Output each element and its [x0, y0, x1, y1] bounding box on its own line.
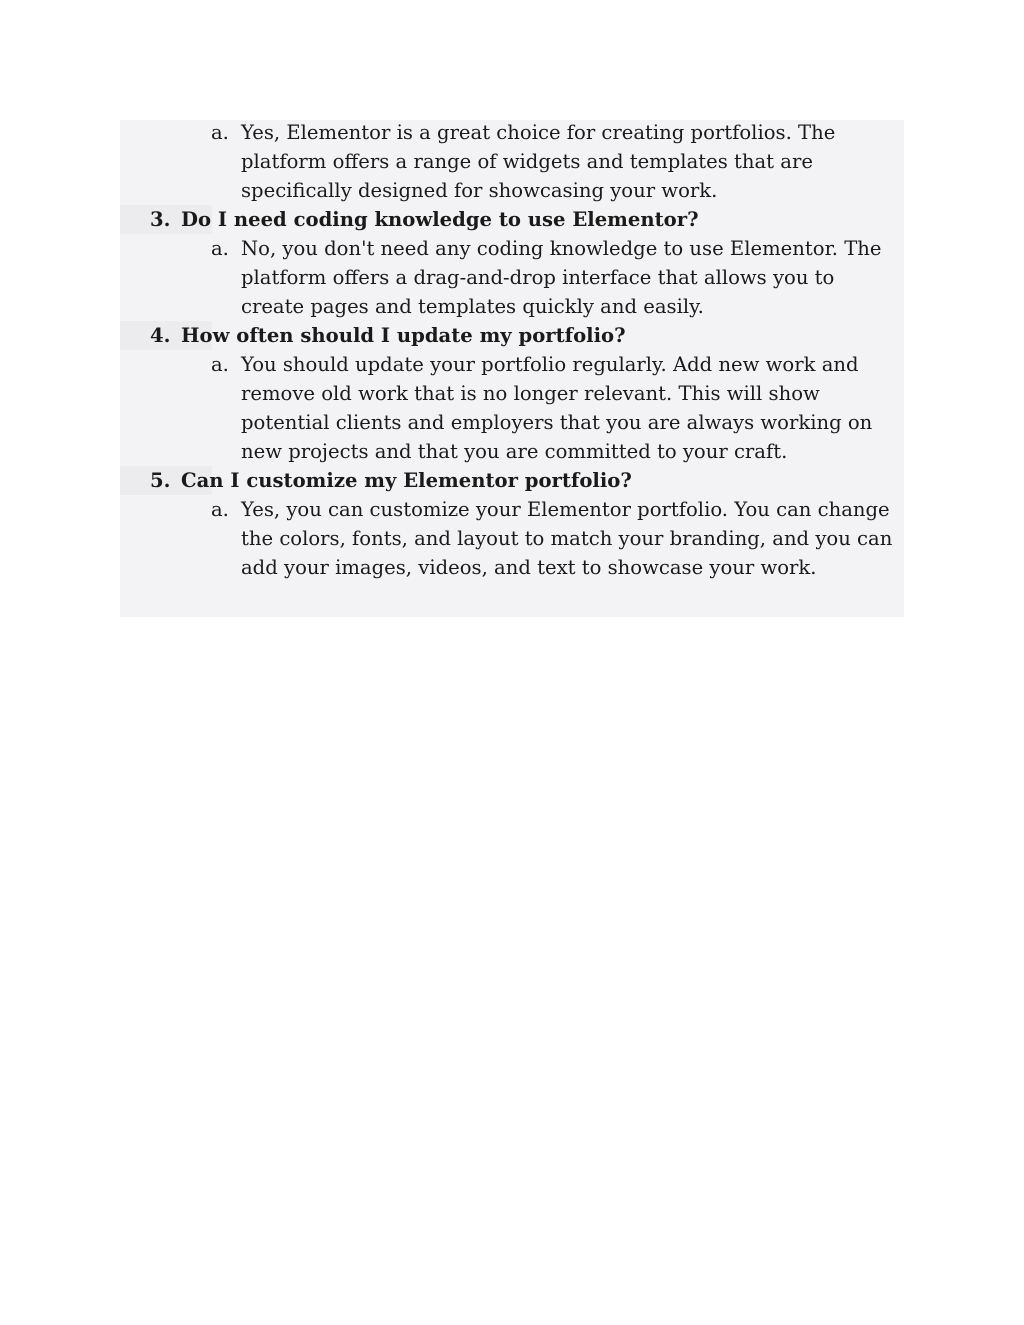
answer-text: create pages and templates quickly and easily.: [241, 295, 704, 318]
answer-text: platform offers a range of widgets and templates that are: [241, 150, 813, 173]
question-number: 5.: [150, 469, 171, 492]
faq-list: [0, 118, 1024, 582]
answer-marker: a.: [211, 237, 229, 260]
answer-line: [0, 263, 1024, 292]
answer-text: You should update your portfolio regularly. Add new work and: [241, 353, 859, 376]
answer-line: [0, 147, 1024, 176]
answer-text: Yes, Elementor is a great choice for creating portfolios. The: [241, 121, 836, 144]
question-number: 3.: [150, 208, 171, 231]
answer-text: add your images, videos, and text to showcase your work.: [241, 556, 817, 579]
answer-line: [0, 350, 1024, 379]
answer-marker: a.: [211, 121, 229, 144]
answer-text: remove old work that is no longer relevant. This will show: [241, 382, 820, 405]
question-text: How often should I update my portfolio?: [181, 324, 626, 347]
answer-line: [0, 495, 1024, 524]
answer-line: [0, 408, 1024, 437]
answer-text: No, you don't need any coding knowledge to use Elementor. The: [241, 237, 882, 260]
answer-line: [0, 524, 1024, 553]
answer-line: [0, 176, 1024, 205]
answer-line: [0, 553, 1024, 582]
answer-text: platform offers a drag-and-drop interface that allows you to: [241, 266, 835, 289]
question-line: [0, 321, 1024, 350]
answer-text: specifically designed for showcasing your work.: [241, 179, 718, 202]
answer-line: [0, 234, 1024, 263]
answer-text: Yes, you can customize your Elementor portfolio. You can change: [241, 498, 890, 521]
question-text: Do I need coding knowledge to use Elementor?: [181, 208, 699, 231]
answer-line: [0, 118, 1024, 147]
question-line: [0, 205, 1024, 234]
answer-line: [0, 292, 1024, 321]
question-text: Can I customize my Elementor portfolio?: [181, 469, 632, 492]
answer-text: the colors, fonts, and layout to match your branding, and you can: [241, 527, 893, 550]
answer-line: [0, 379, 1024, 408]
answer-marker: a.: [211, 498, 229, 521]
answer-text: potential clients and employers that you are always working on: [241, 411, 873, 434]
answer-marker: a.: [211, 353, 229, 376]
question-number: 4.: [150, 324, 171, 347]
question-line: [0, 466, 1024, 495]
answer-line: [0, 437, 1024, 466]
answer-text: new projects and that you are committed to your craft.: [241, 440, 788, 463]
